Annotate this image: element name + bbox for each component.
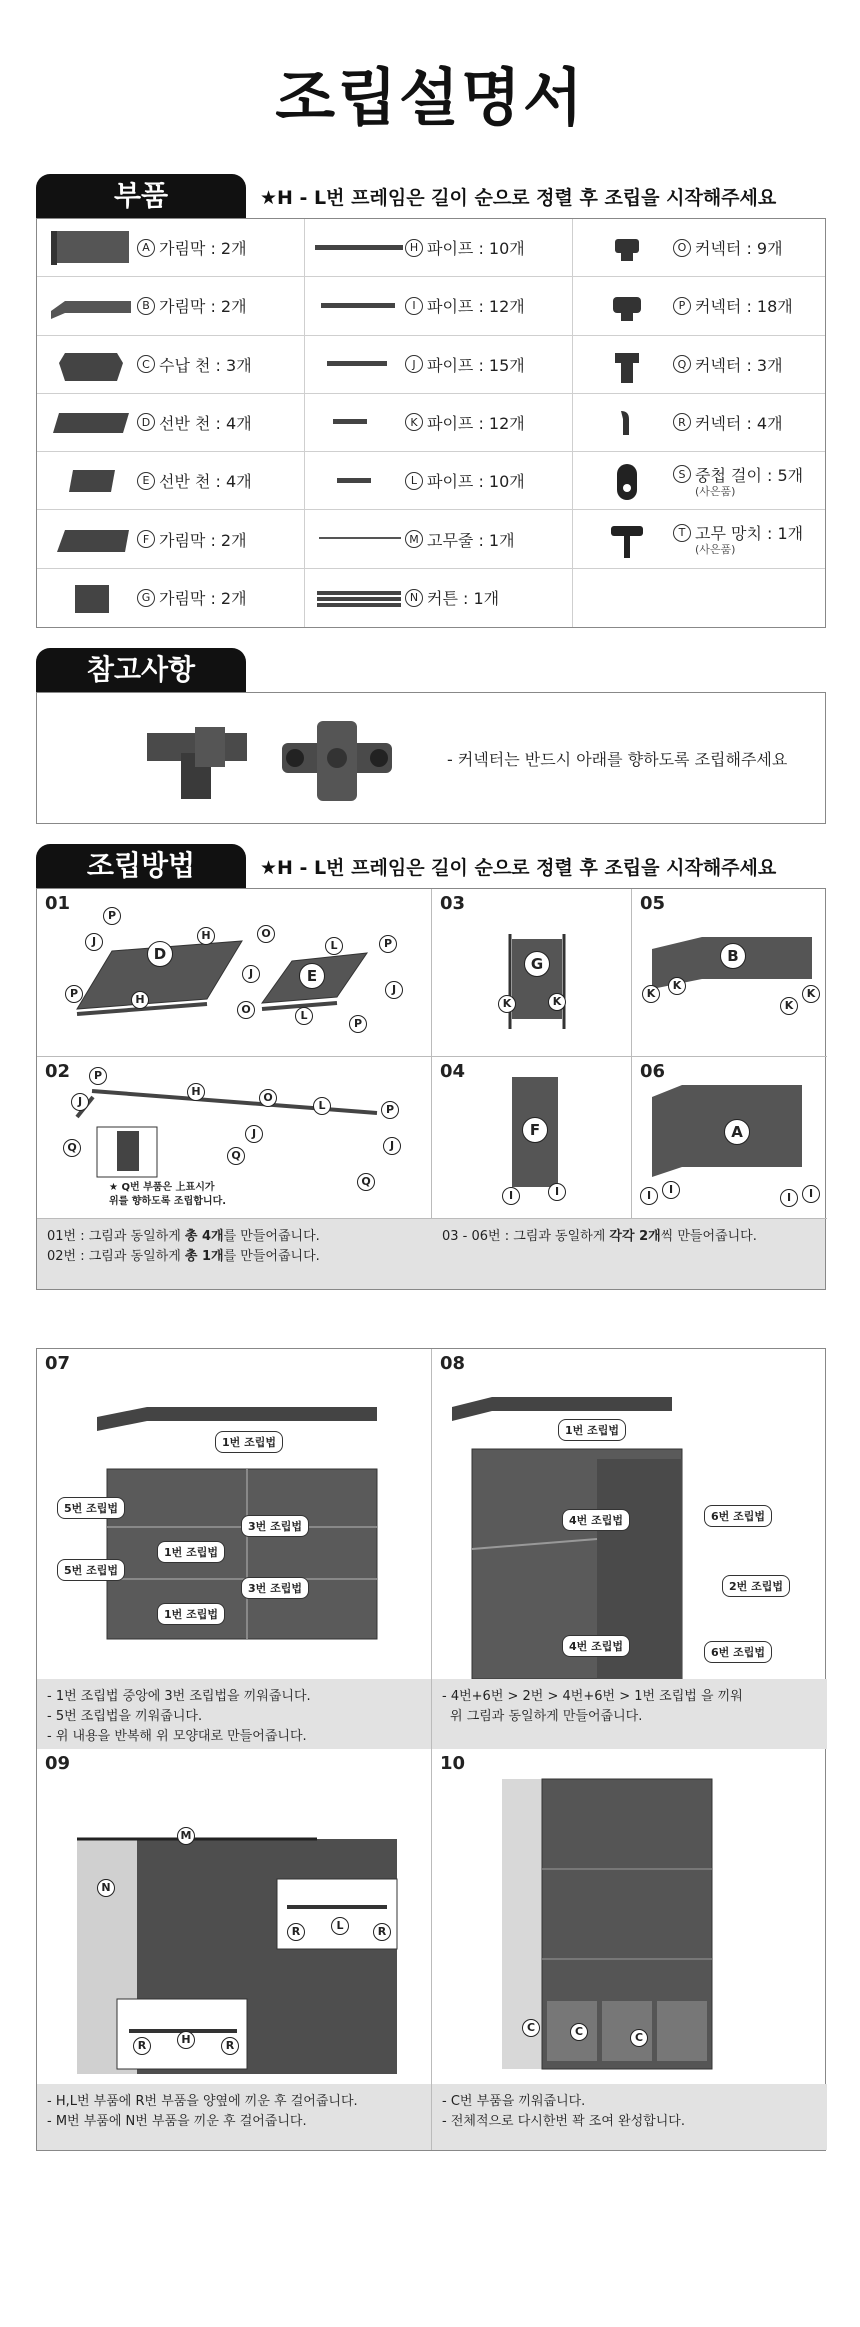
part-s	[573, 452, 825, 510]
part-e	[37, 452, 305, 510]
part-label: 가림막 : 2개	[159, 239, 247, 259]
assembly-tab: 조립방법	[36, 844, 246, 888]
label-8-2: 6번 조립법	[704, 1505, 772, 1527]
label-8-4: 4번 조립법	[562, 1635, 630, 1657]
q-note-line2: 위를 향하도록 조립합니다.	[109, 1196, 227, 1207]
part-label: 가림막 : 2개	[159, 297, 247, 317]
step-09-diagram	[37, 1749, 432, 2084]
step-10-notes: - C번 부품을 끼워줍니다. - 전체적으로 다시한번 꽉 조여 완성합니다.	[432, 2084, 827, 2150]
part-l	[305, 452, 573, 510]
part-label: 파이프 : 12개	[427, 297, 525, 317]
label-8-1: 4번 조립법	[562, 1509, 630, 1531]
connector-o-icon	[581, 225, 673, 271]
step-01: 01 P J P H D H O J O E L L P J P	[37, 889, 432, 1057]
part-letter: E	[137, 472, 155, 490]
part-letter: T	[673, 524, 691, 542]
part-label: 고무 망치 : 1개	[695, 524, 804, 544]
part-letter: G	[137, 589, 155, 607]
step-07	[37, 1349, 432, 1749]
connector-q-icon	[581, 341, 673, 387]
panel-a-icon	[45, 225, 137, 271]
step-number: 01	[45, 893, 71, 914]
part-letter: I	[405, 297, 423, 315]
part-label: 선반 천 : 4개	[159, 472, 252, 492]
part-letter: N	[405, 589, 423, 607]
connector-r-icon	[581, 399, 673, 445]
curtain-n-icon	[313, 575, 405, 621]
part-q	[573, 336, 825, 394]
part-label: 선반 천 : 4개	[159, 413, 252, 433]
step-06: 06 A I I I I	[632, 1057, 827, 1219]
pipe-i-icon	[313, 283, 405, 329]
parts-note: ★H - L번 프레임은 길이 순으로 정렬 후 조립을 시작해주세요	[260, 186, 777, 209]
part-k	[305, 394, 573, 452]
part-label: 파이프 : 15개	[427, 355, 525, 375]
part-sub: (사은품)	[695, 543, 736, 557]
part-label: 파이프 : 10개	[427, 239, 525, 259]
t-connector-image	[137, 713, 257, 803]
step-10: 10 C C C - C번 부품을 끼워줍니다. - 전체적으로 다시한번 꽉 조여 완성합니다.	[432, 1749, 827, 2150]
step-number: 06	[640, 1061, 666, 1082]
step-05: 05 B K K K K	[632, 889, 827, 1057]
part-c	[37, 336, 305, 394]
part-letter: K	[405, 413, 423, 431]
part-label: 고무줄 : 1개	[427, 530, 515, 550]
label-8-3: 2번 조립법	[722, 1575, 790, 1597]
step-number: 02	[45, 1061, 71, 1082]
panel-b-icon	[45, 283, 137, 329]
part-letter: O	[673, 239, 691, 257]
parts-header	[36, 174, 776, 218]
step-09-notes: - H,L번 부품에 R번 부품을 양옆에 끼운 후 걸어줍니다. - M번 부품에 N번 부품을 끼운 후 걸어줍니다.	[37, 2084, 431, 2150]
part-label: 중첩 걸이 : 5개	[695, 465, 804, 485]
pipe-l-icon	[313, 458, 405, 504]
part-letter: Q	[673, 355, 691, 373]
part-empty	[573, 569, 825, 627]
box-c-icon	[45, 341, 137, 387]
panel-g-icon	[45, 575, 137, 621]
part-b	[37, 277, 305, 335]
step-number: 03	[440, 893, 466, 914]
step-01-diagram	[37, 889, 432, 1057]
assembly-box	[36, 888, 826, 1290]
step-07-notes: - 1번 조립법 중앙에 3번 조립법을 끼워줍니다. - 5번 조립법을 끼워줍니다. - 위 내용을 반복해 위 모양대로 만들어줍니다.	[37, 1679, 431, 1749]
part-a	[37, 219, 305, 277]
step-number: 05	[640, 893, 666, 914]
step-number: 07	[45, 1353, 71, 1374]
part-label: 가림막 : 2개	[159, 530, 247, 550]
step-number: 09	[45, 1753, 71, 1774]
part-label: 수납 천 : 3개	[159, 355, 252, 375]
part-t	[573, 510, 825, 568]
label-7-0: 1번 조립법	[215, 1431, 283, 1453]
pipe-h-icon	[313, 225, 405, 271]
part-g	[37, 569, 305, 627]
part-r	[573, 394, 825, 452]
step-number: 10	[440, 1753, 466, 1774]
part-label: 가림막 : 2개	[159, 589, 247, 609]
page-title: 조립설명서	[275, 61, 585, 134]
assembly-note: ★H - L번 프레임은 길이 순으로 정렬 후 조립을 시작해주세요	[260, 856, 777, 879]
part-letter: C	[137, 355, 155, 373]
part-label: 파이프 : 12개	[427, 413, 525, 433]
hanger-s-icon	[581, 458, 673, 504]
note-01: 01번 : 그림과 동일하게 총 4개를 만들어줍니다.	[47, 1229, 320, 1244]
part-p	[573, 277, 825, 335]
note-03-06: 03 - 06번 : 그림과 동일하게 각각 2개씩 만들어줍니다.	[442, 1229, 757, 1244]
part-j	[305, 336, 573, 394]
part-i	[305, 277, 573, 335]
part-label: 커넥터 : 4개	[695, 413, 783, 433]
reference-header	[36, 648, 246, 692]
connector-p-icon	[581, 283, 673, 329]
q-note-line1: ★ Q번 부품은 上표시가	[109, 1182, 215, 1193]
reference-tab: 참고사항	[36, 648, 246, 692]
part-letter: J	[405, 355, 423, 373]
part-letter: D	[137, 413, 155, 431]
label-7-2: 3번 조립법	[241, 1515, 309, 1537]
label-8-0: 1번 조립법	[558, 1419, 626, 1441]
part-letter: F	[137, 530, 155, 548]
part-letter: P	[673, 297, 691, 315]
step-02: 02 P J Q H O L P J Q J Q ★ Q번 부품은 上표시가 위를 향하도록 조립합니다.	[37, 1057, 432, 1219]
reference-box	[36, 692, 826, 824]
step-10-diagram	[432, 1749, 827, 2084]
step-number: 04	[440, 1061, 466, 1082]
part-letter: M	[405, 530, 423, 548]
step-05-diagram	[632, 889, 827, 1057]
reference-text: - 커넥터는 반드시 아래를 향하도록 조립해주세요	[447, 749, 788, 769]
part-label: 파이프 : 10개	[427, 472, 525, 492]
pipe-k-icon	[313, 399, 405, 445]
mallet-t-icon	[581, 516, 673, 562]
cross-connector-image	[277, 713, 397, 803]
step-number: 08	[440, 1353, 466, 1374]
parts-table	[36, 218, 826, 628]
shelf-e-icon	[45, 458, 137, 504]
assembly-header	[36, 844, 776, 888]
pipe-j-icon	[313, 341, 405, 387]
part-letter: L	[405, 472, 423, 490]
part-label: 커튼 : 1개	[427, 589, 500, 609]
step-03: 03 G K K	[432, 889, 632, 1057]
part-label: 커넥터 : 18개	[695, 297, 793, 317]
part-letter: A	[137, 239, 155, 257]
part-h	[305, 219, 573, 277]
part-sub: (사은품)	[695, 484, 736, 498]
panel-f-icon	[45, 516, 137, 562]
part-o	[573, 219, 825, 277]
part-label: 커넥터 : 3개	[695, 355, 783, 375]
part-letter: H	[405, 239, 423, 257]
label-7-1: 5번 조립법	[57, 1497, 125, 1519]
label-7-3: 1번 조립법	[157, 1541, 225, 1563]
step-08	[432, 1349, 827, 1749]
label-7-4: 5번 조립법	[57, 1559, 125, 1581]
note-02: 02번 : 그림과 동일하게 총 1개를 만들어줍니다.	[47, 1249, 320, 1264]
label-8-5: 6번 조립법	[704, 1641, 772, 1663]
step-09: 09 M N R L R R H R - H,L번 부품에 R번 부품을 양옆에 끼운 후 걸어줍니다. - M번 부품에 N번 부품을 끼운 후 걸어줍니다.	[37, 1749, 432, 2150]
label-7-5: 3번 조립법	[241, 1577, 309, 1599]
part-f	[37, 510, 305, 568]
part-letter: R	[673, 413, 691, 431]
lower-steps-box	[36, 1348, 826, 2151]
part-d	[37, 394, 305, 452]
shelf-d-icon	[45, 399, 137, 445]
rubber-m-icon	[313, 516, 405, 562]
part-letter: B	[137, 297, 155, 315]
part-letter: S	[673, 465, 691, 483]
part-n	[305, 569, 573, 627]
assembly-notes-left	[37, 1219, 432, 1289]
assembly-notes-right	[432, 1219, 825, 1289]
step-04: 04 F I I	[432, 1057, 632, 1219]
part-m	[305, 510, 573, 568]
label-7-6: 1번 조립법	[157, 1603, 225, 1625]
step-08-notes: - 4번+6번 > 2번 > 4번+6번 > 1번 조립법 을 끼워 위 그림과 동일하게 만들어줍니다.	[432, 1679, 827, 1749]
part-label: 커넥터 : 9개	[695, 239, 783, 259]
parts-tab: 부품	[36, 174, 246, 218]
